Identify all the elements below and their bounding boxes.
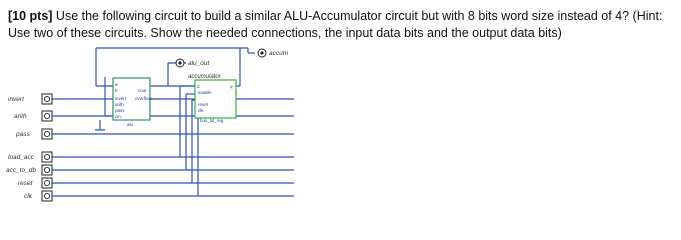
accumulator-block	[188, 74, 236, 123]
input-pin-load-acc	[8, 152, 52, 162]
acc-pin-enable: enable	[198, 90, 212, 95]
input-label-clk: clk	[24, 193, 32, 200]
alu-pin-arith: arith	[115, 102, 124, 107]
input-pin-clk	[24, 191, 52, 201]
question-points: [10 pts]	[8, 9, 53, 23]
acc-pin-d: d	[197, 84, 200, 89]
input-pin-pass	[15, 129, 52, 139]
alu-pin-a: a	[115, 82, 118, 87]
alu-out-label: alu_out	[188, 60, 210, 67]
input-label-reset: reset	[18, 180, 33, 187]
alu-pin-cin: cin	[115, 114, 121, 119]
input-label-invert: invert	[8, 96, 24, 103]
alu-pin-b: b	[115, 88, 118, 93]
input-label-pass: pass	[16, 131, 30, 138]
accum-label: accum	[269, 50, 289, 57]
alu-out-pin	[176, 59, 211, 67]
accumulator-label: accumulator	[188, 74, 221, 80]
alu-pin-overflow: overflow	[135, 96, 152, 101]
alu-pin-cout: cout	[138, 88, 147, 93]
alu-block	[113, 78, 153, 127]
input-pin-reset	[18, 178, 52, 188]
alu-label: alu	[127, 122, 134, 127]
control-wires	[52, 48, 294, 196]
input-label-load-acc: load_acc	[8, 154, 35, 161]
alu-pin-invert: invert	[115, 96, 127, 101]
alu-pin-pass: pass	[115, 108, 125, 113]
question-body: Use the following circuit to build a similar ALU-Accumulator circuit but with 8 bits word size instead of 4? (Hint: Use two of these circuits. Show the needed connections, the input data bits and the output data bits)	[8, 9, 663, 40]
input-pin-arith	[14, 111, 52, 121]
input-pin-acc-to-db	[6, 165, 52, 175]
acc-pin-q: q	[230, 84, 233, 89]
acc-pin-reset: reset	[198, 102, 209, 107]
input-label-acc-to-db: acc_to_db	[6, 167, 36, 174]
acc-pin-bus: bus_lst_reg	[200, 118, 224, 123]
accum-pin	[258, 49, 289, 57]
acc-pin-clk: clk	[198, 108, 204, 113]
input-pin-invert	[8, 94, 52, 104]
input-label-arith: arith	[14, 113, 27, 120]
